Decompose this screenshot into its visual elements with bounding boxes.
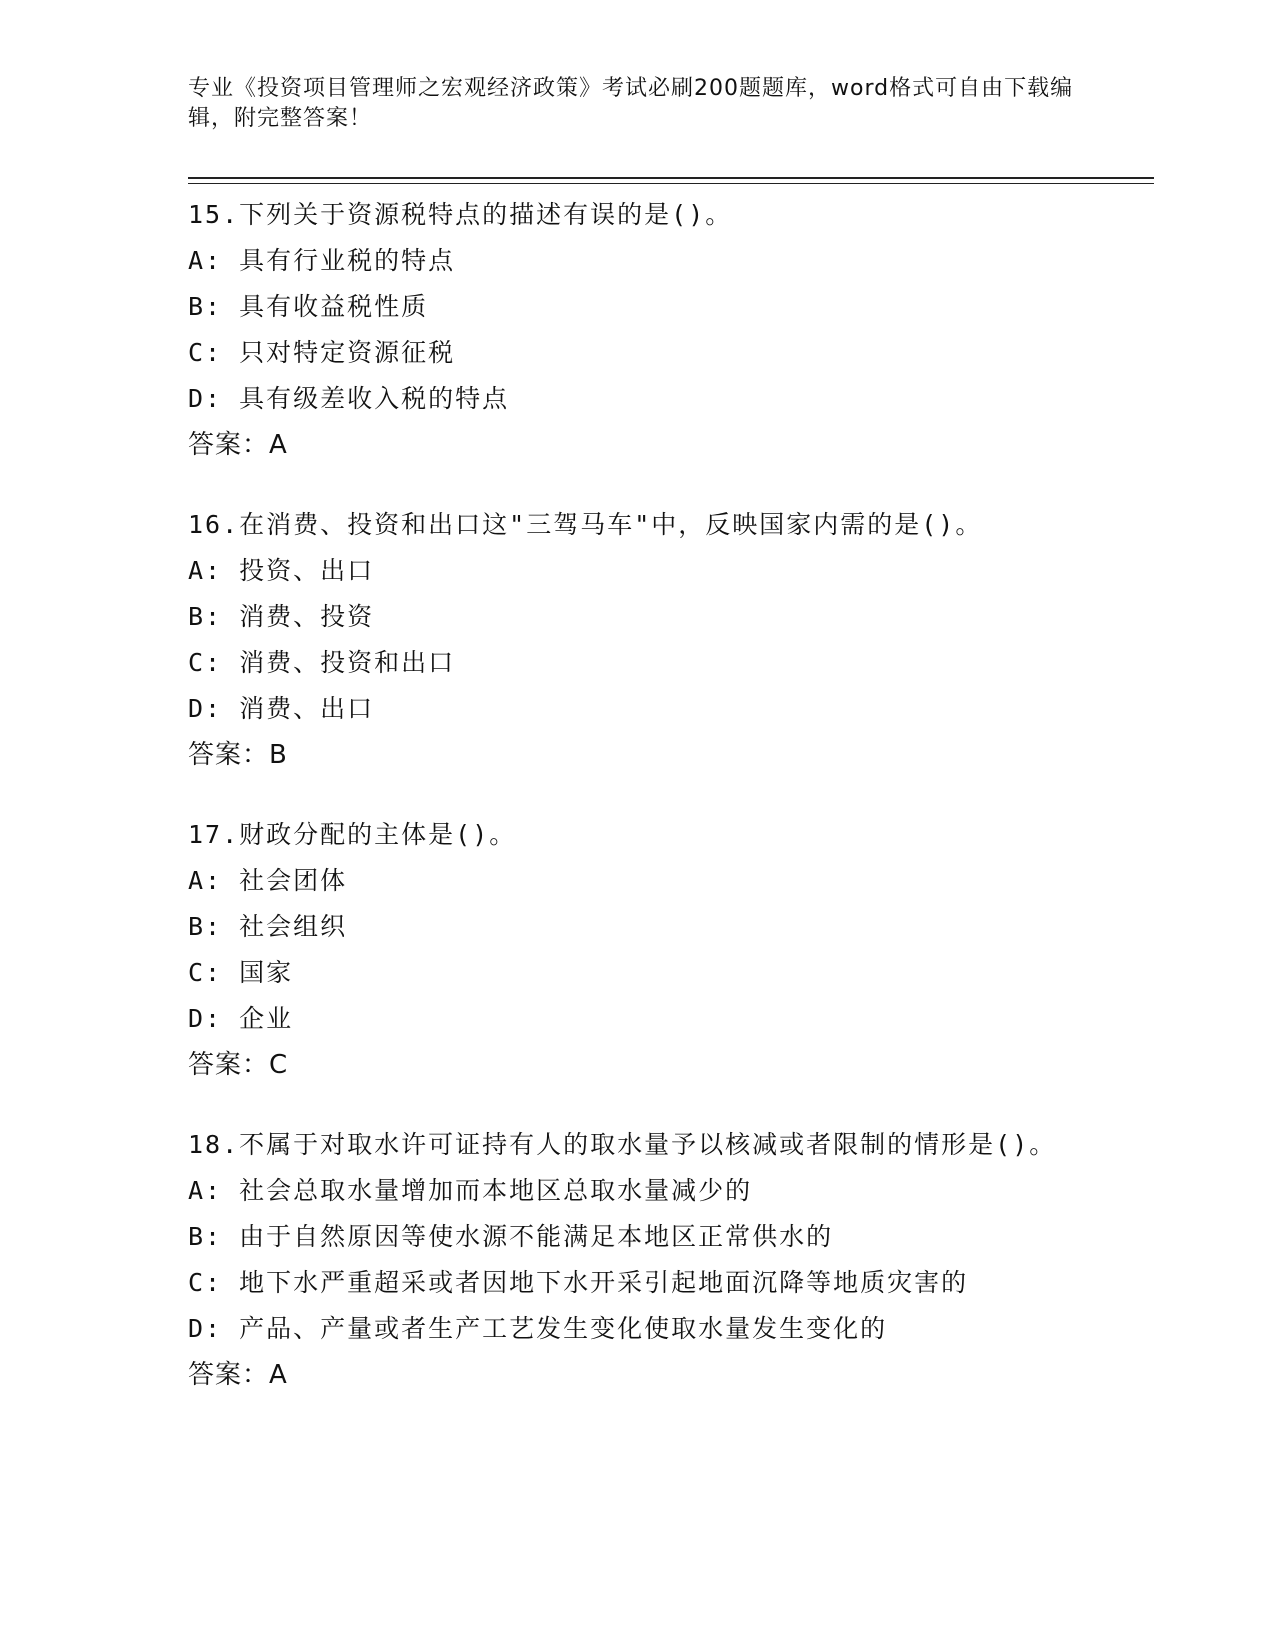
question-16 <box>188 502 1088 778</box>
option-d: D: 消费、出口 <box>188 694 375 723</box>
question-stem: 15.下列关于资源税特点的描述有误的是()。 <box>188 200 733 229</box>
answer: 答案：A <box>188 430 288 460</box>
option-a: A: 社会总取水量增加而本地区总取水量减少的 <box>188 1176 753 1205</box>
option-c: C: 消费、投资和出口 <box>188 648 456 677</box>
option-c: C: 地下水严重超采或者因地下水开采引起地面沉降等地质灾害的 <box>188 1268 969 1297</box>
option-a: A: 具有行业税的特点 <box>188 246 456 275</box>
question-stem: 17.财政分配的主体是()。 <box>188 820 517 849</box>
header-divider <box>188 177 1154 179</box>
question-17 <box>188 812 1088 1088</box>
answer: 答案：C <box>188 1050 289 1080</box>
option-d: D: 企业 <box>188 1004 294 1033</box>
header-divider-thin <box>188 183 1154 184</box>
option-a: A: 社会团体 <box>188 866 348 895</box>
option-d: D: 产品、产量或者生产工艺发生变化使取水量发生变化的 <box>188 1314 888 1343</box>
question-stem: 18.不属于对取水许可证持有人的取水量予以核减或者限制的情形是()。 <box>188 1130 1057 1159</box>
option-a: A: 投资、出口 <box>188 556 375 585</box>
option-d: D: 具有级差收入税的特点 <box>188 384 510 413</box>
question-15 <box>188 192 1088 468</box>
question-stem: 16.在消费、投资和出口这"三驾马车"中，反映国家内需的是()。 <box>188 510 983 539</box>
question-18 <box>188 1122 1088 1398</box>
option-b: B: 由于自然原因等使水源不能满足本地区正常供水的 <box>188 1222 834 1251</box>
document-header: 专业《投资项目管理师之宏观经济政策》考试必刷200题题库，word格式可自由下载编辑，附完整答案！ <box>188 76 1074 131</box>
option-b: B: 社会组织 <box>188 912 348 941</box>
answer: 答案：A <box>188 1360 288 1390</box>
option-b: B: 具有收益税性质 <box>188 292 429 321</box>
answer: 答案：B <box>188 740 288 770</box>
option-c: C: 国家 <box>188 958 294 987</box>
option-c: C: 只对特定资源征税 <box>188 338 456 367</box>
option-b: B: 消费、投资 <box>188 602 375 631</box>
question-list <box>188 192 1088 1432</box>
